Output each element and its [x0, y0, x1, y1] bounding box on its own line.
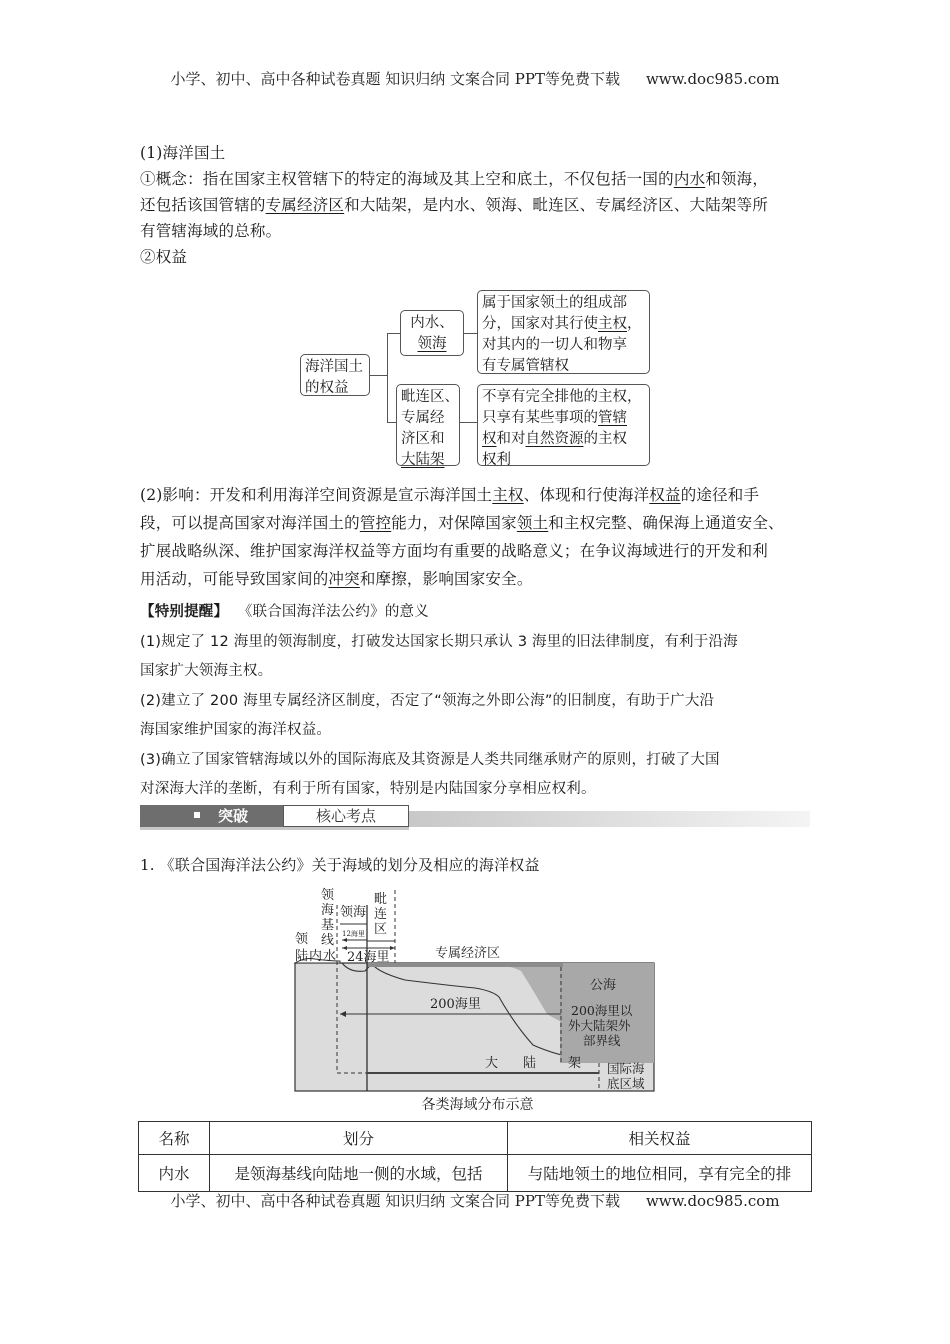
map-root: 海洋国土 的权益: [300, 354, 370, 396]
section-impact: [140, 481, 812, 593]
table-cell: 内水: [139, 1155, 210, 1192]
table-header-row: [139, 1122, 812, 1155]
impact-line-1: (2)影响：开发和利用海洋空间资源是宣示海洋国土主权、体现和行使海洋权益的途径和手: [140, 486, 760, 504]
page-footer: [0, 1190, 950, 1211]
rights-title: ②权益: [140, 248, 188, 266]
label-baseline-3: 基: [321, 918, 335, 933]
label-inner-water-1: 内: [309, 949, 323, 964]
label-seabed-1: 国际海: [607, 1061, 645, 1076]
map-branch-inner-territorial: 内水、 领海: [400, 310, 464, 356]
tip-title: 《联合国海洋法公约》的意义: [237, 604, 429, 620]
diagram-caption: 各类海域分布示意: [421, 1097, 534, 1113]
tip-point-3-line-1: (3)确立了国家管辖海域以外的国际海底及其资源是人类共同继承财产的原则，打破了大国: [140, 751, 720, 768]
concept-line-2: 还包括该国管辖的专属经济区和大陆架，是内水、领海、毗连区、专属经济区、大陆架等所: [140, 196, 769, 214]
table-header: 划分: [210, 1122, 508, 1155]
label-contiguous-3: 区: [374, 922, 388, 937]
footer-url[interactable]: www.doc985.com: [645, 1192, 780, 1210]
special-tip: [140, 598, 812, 805]
label-12nm: 12海里: [342, 930, 365, 938]
tip-point-3-line-2: 对深海大洋的垄断，有利于所有国家，特别是内陆国家分享相应权利。: [140, 781, 596, 797]
label-baseline-4: 线: [321, 933, 335, 948]
tip-heading: [140, 598, 812, 628]
label-shelf-2: 陆: [523, 1056, 537, 1071]
label-outer-shelf-2: 外大陆架外: [568, 1018, 631, 1033]
item-1-title: 1. 《联合国海洋法公约》关于海域的划分及相应的海洋权益: [140, 856, 540, 874]
table-cell: 与陆地领土的地位相同，享有完全的排: [508, 1155, 812, 1192]
section-title: (1)海洋国土: [140, 144, 226, 162]
square-bullet-icon: [194, 812, 200, 818]
tip-point-1-line-2: 国家扩大领海主权。: [140, 663, 273, 679]
label-contiguous-2: 连: [374, 907, 388, 922]
header-url[interactable]: www.doc985.com: [645, 70, 780, 88]
sea-zones-diagram: [285, 885, 665, 1095]
sea-rights-table: [138, 1121, 812, 1192]
table-header: 相关权益: [508, 1122, 812, 1155]
section-ocean-territory: [140, 140, 812, 270]
label-land-2: 陆: [295, 949, 309, 964]
section-banner: [140, 805, 810, 827]
map-branch-contiguous-eez-shelf: 毗连区、 专属经 济区和 大陆架: [396, 384, 460, 466]
impact-line-3: 扩展战略纵深、维护国家海洋权益等方面均有重要的战略意义；在争议海域进行的开发和利: [140, 542, 769, 560]
label-200nm: 200海里: [430, 997, 481, 1012]
label-inner-water-2: 水: [323, 949, 337, 964]
label-24nm: 24海里: [347, 950, 390, 965]
tip-point-2-line-2: 海国家维护国家的海洋权益。: [140, 722, 332, 738]
tip-label: 【特别提醒】: [140, 604, 229, 620]
table-cell: 是领海基线向陆地一侧的水域，包括: [210, 1155, 508, 1192]
label-high-seas: 公海: [590, 978, 617, 993]
label-shelf-1: 大: [485, 1056, 499, 1071]
tip-point-1-line-1: (1)规定了 12 海里的领海制度，打破发达国家长期只承认 3 海里的旧法律制度，有利于沿海: [140, 633, 738, 650]
concept-line-1: ①概念：指在国家主权管辖下的特定的海域及其上空和底土，不仅包括一国的内水和领海，: [140, 170, 769, 188]
header-text: 小学、初中、高中各种试卷真题 知识归纳 文案合同 PPT等免费下载: [170, 70, 620, 88]
concept-line-3: 有管辖海域的总称。: [140, 222, 282, 240]
tip-point-2-line-1: (2)建立了 200 海里专属经济区制度，否定了“领海之外即公海”的旧制度，有助于广大沿: [140, 692, 715, 709]
label-seabed-2: 底区域: [607, 1076, 645, 1091]
table-header: 名称: [139, 1122, 210, 1155]
page-header: [0, 68, 950, 89]
label-territorial-sea: 领海: [340, 905, 367, 920]
banner-core-points: 核心考点: [283, 805, 409, 827]
map-desc-jurisdiction: 不享有完全排他的主权， 只享有某些事项的管辖 权和对自然资源的主权 权利: [477, 384, 650, 466]
table-row: [139, 1155, 812, 1192]
banner-breakthrough: 突破: [140, 805, 283, 827]
label-eez: 专属经济区: [435, 946, 501, 961]
label-baseline-1: 领: [321, 888, 335, 903]
label-baseline-2: 海: [321, 903, 335, 918]
impact-line-4: 用活动，可能导致国家间的冲突和摩擦，影响国家安全。: [140, 570, 533, 588]
footer-text: 小学、初中、高中各种试卷真题 知识归纳 文案合同 PPT等免费下载: [170, 1192, 620, 1210]
map-desc-sovereignty: 属于国家领土的组成部 分，国家对其行使主权， 对其内的一切人和物享 有专属管辖权: [477, 290, 650, 374]
label-shelf-3: 架: [568, 1056, 582, 1071]
impact-line-2: 段，可以提高国家对海洋国土的管控能力，对保障国家领土和主权完整、确保海上通道安全、: [140, 514, 784, 532]
label-land-1: 领: [295, 932, 309, 947]
label-outer-shelf-1: 200海里以: [571, 1003, 633, 1018]
label-outer-shelf-3: 部界线: [583, 1033, 621, 1048]
label-contiguous-1: 毗: [374, 892, 388, 907]
